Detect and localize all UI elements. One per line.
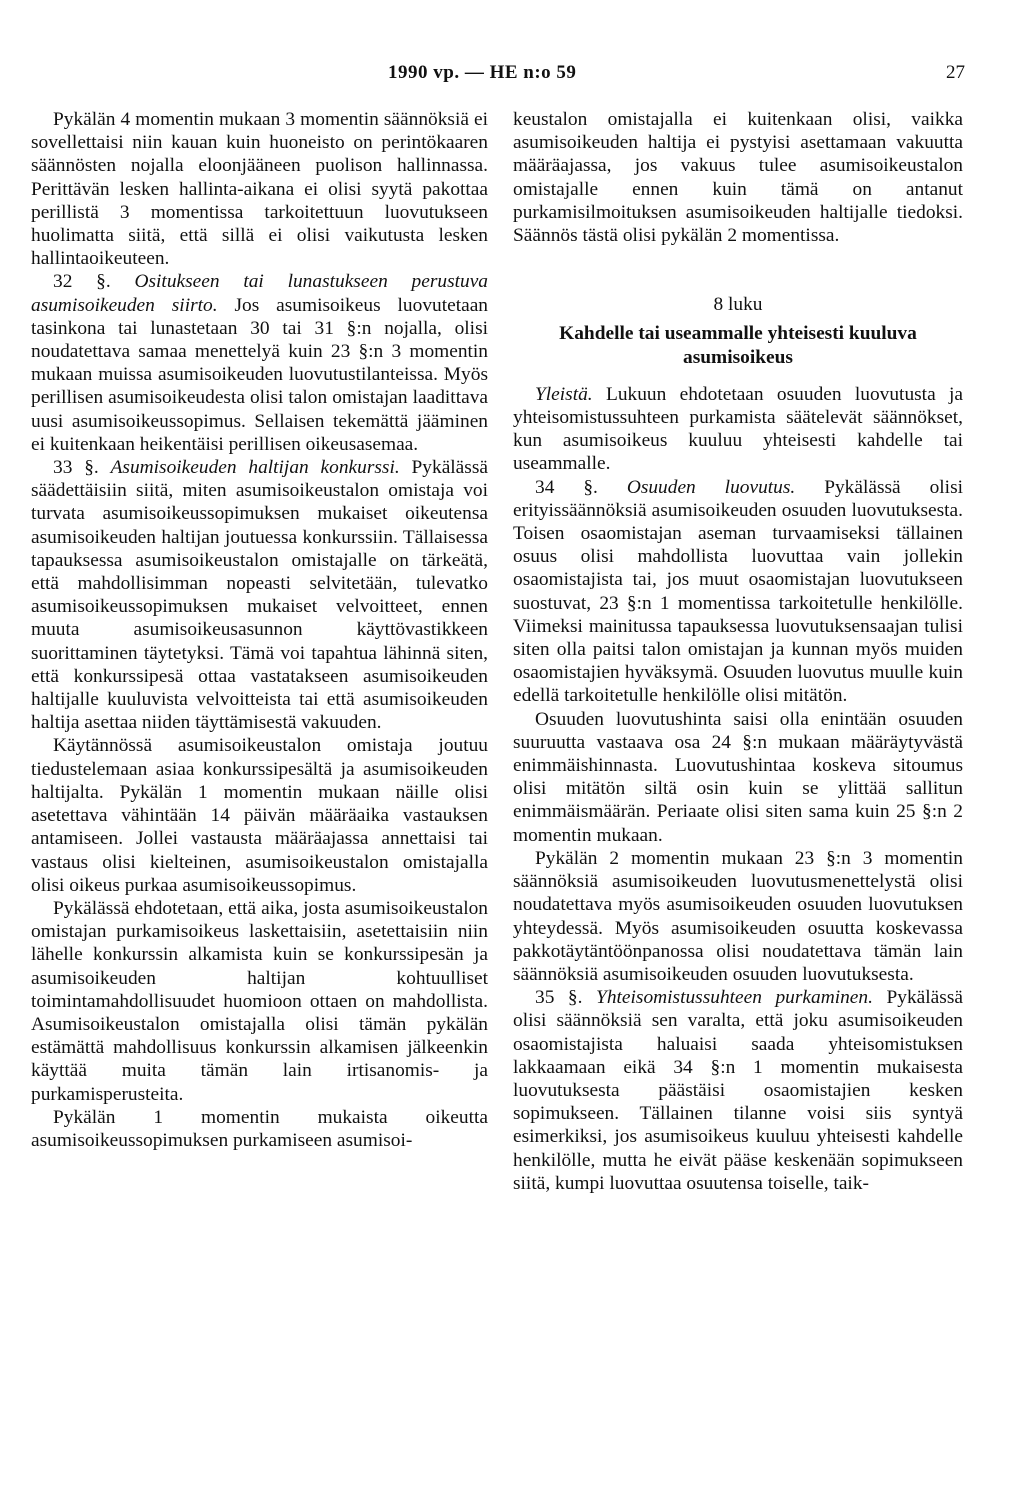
section-text: Pykälässä olisi erityissäännöksiä asumisoikeuden osuuden luovutuksesta. Toisen osaomistajan aseman turvaamiseksi tällainen osuus olisi mahdollista luovuttaa vain jollekin osaomistajista tai, jos muut osaomistajan luovutukseen suostuvat, 23 §:n 1 momentissa tarkoitetulle henkilölle. Viimeksi mainitussa tapauksessa luovutuksensaajan tulisi siten olla paitsi talon omistajan ja kunnan myös muiden osaomistajien hyväksymä. Osuuden luovutus muulle kuin edellä tarkoitetulle henkilölle olisi mitätön. — [513, 476, 963, 707]
section-number: 32 §. — [53, 271, 111, 293]
section-title: Osuuden luovutus. — [626, 476, 796, 498]
left-column — [31, 108, 488, 1152]
subsection-text: Lukuun ehdotetaan osuuden luovutusta ja yhteisomistussuhteen purkamista säätelevät säännökset, kun asumisoikeus kuuluu yhteisesti kahdelle tai useammalle. — [513, 383, 963, 475]
subsection-title: Yleistä. — [535, 383, 593, 405]
paragraph: Pykälän 4 momentin mukaan 3 momentin säännöksiä ei sovellettaisi niin kauan kuin huoneisto on perintökaaren säännösten nojalla eloonjääneen puolison hallinnassa. Perittävän lesken hallinta-aikana ei olisi syytä pakottaa perillistä 3 momentissa tarkoitettuun luovutukseen huolimatta siitä, että sillä ei olisi vaikutusta lesken hallintaoikeuteen. — [31, 109, 488, 270]
section-title: Yhteisomistussuhteen purkaminen. — [596, 987, 873, 1009]
right-column — [513, 108, 963, 1195]
chapter-number: 8 luku — [713, 294, 763, 316]
section-title: Asumisoikeuden haltijan konkurssi. — [110, 457, 400, 479]
section-text: Jos asumisoikeus luovutetaan tasinkona tai lunastetaan 30 tai 31 §:n nojalla, olisi noudatettava samaa menettelyä kuin 23 §:n 3 momentin mukaan muissa asumisoikeuden luovutustilanteissa. Myös perillisen asumisoikeudesta olisi talon omistajan laadittava uusi asumisoikeussopimus. Sellaisen tekemättä jääminen ei kuitenkaan heikentäisi perillisen oikeusasemaa. — [31, 294, 488, 455]
section-34-paragraph — [513, 476, 963, 708]
section-number: 34 §. — [535, 476, 598, 498]
general-paragraph — [513, 383, 963, 476]
section-number: 33 §. — [53, 457, 99, 479]
page-number: 27 — [946, 62, 965, 83]
section-number: 35 §. — [535, 987, 583, 1009]
running-title: 1990 vp. — HE n:o 59 — [388, 62, 577, 83]
page-header — [0, 62, 1024, 92]
paragraph: Pykälän 1 momentin mukaista oikeutta asumisoikeussopimuksen purkamiseen asumisoi- — [31, 1106, 488, 1151]
chapter-title: Kahdelle tai useammalle yhteisesti kuuluva asumisoikeus — [559, 323, 917, 368]
paragraph: Pykälän 2 momentin mukaan 23 §:n 3 momentin säännöksiä asumisoikeuden luovutusmenettelystä olisi noudatettava myös asumisoikeuden osuuden luovutuksen yhteydessä. Myös asumisoikeuden osuutta koskevassa pakkotäytäntöönpanossa olisi noudatettava tämän lain säännöksiä asumisoikeuden osuuden luovutuksesta. — [513, 847, 963, 985]
section-32-paragraph — [31, 270, 488, 456]
section-text: Pykälässä olisi säännöksiä sen varalta, että joku asumisoikeuden osaomistajista haluaisi saada yhteisomistuksen lakkaamaan eikä 34 §:n 1 momentin mukaisesta luovutuksesta päästäisi osaomistajien kesken sopimukseen. Tällainen tilanne voisi siis syntyä esimerkiksi, jos asumisoikeus kuuluu yhteisesti kahdelle henkilölle, mutta he eivät pääse keskenään sopimukseen siitä, kumpi luovuttaa osuutensa toiselle, taik- — [513, 987, 963, 1194]
section-35-paragraph — [513, 986, 963, 1195]
section-33-paragraph — [31, 456, 488, 734]
paragraph: Pykälässä ehdotetaan, että aika, josta asumisoikeustalon omistajan purkamisoikeus laskettaisiin, asetettaisiin niin lähelle konkurssin alkamista kuin se konkurssipesän ja asumisoikeuden haltijan kohtuulliset toimintamahdollisuudet huomioon ottaen on mahdollista. Asumisoikeustalon omistajalla olisi tämän pykälän estämättä mahdollisuus konkurssin alkamisen jälkeenkin käyttää muita tämän lain irtisanomis- ja purkamisperusteita. — [31, 897, 488, 1105]
paragraph: Käytännössä asumisoikeustalon omistaja joutuu tiedustelemaan asiaa konkurssipesältä ja asumisoikeuden haltijalta. Pykälän 1 momentin mukaan näille olisi asetettava vähintään 14 päivän määräaika vastauksen antamiseen. Jollei vastausta määräajassa annettaisi tai vastaus olisi kielteinen, asumisoikeustalon omistajalla olisi oikeus purkaa asumisoikeussopimus. — [31, 735, 488, 896]
paragraph: Osuuden luovutushinta saisi olla enintään osuuden suuruutta vastaava osa 24 §:n mukaan määräytyvästä enimmäishinnasta. Luovutushintaa koskeva sitoumus olisi mitätön siltä osin kuin se ylittää sallitun enimmäismäärän. Periaate olisi siten sama kuin 25 §:n 2 momentin mukaan. — [513, 708, 963, 846]
section-text: Pykälässä säädettäisiin siitä, miten asumisoikeustalon omistaja voi turvata asumisoikeussopimuksen mukaiset oikeutensa asumisoikeuden haltijan joutuessa konkurssiin. Tällaisessa tapauksessa asumisoikeustalon omistajalle on tärkeätä, että mahdollisimman nopeasti selvitetään, tulevatko asumisoikeussopimuksen mukaiset velvoitteet, ennen muuta asumisoikeusasunnon käyttövastikkeen suorittaminen täytetyksi. Tämä voi tapahtua lähinnä siten, että konkurssipesä ottaa vastatakseen asumisoikeuden haltijalle kuuluvista velvoitteista tai että asumisoikeuden haltija asettaa niiden täyttämisestä vakuuden. — [31, 457, 488, 734]
section-title: Ositukseen tai lunastukseen perustuva asumisoikeuden siirto. — [31, 271, 489, 316]
paragraph: keustalon omistajalla ei kuitenkaan olisi, vaikka asumisoikeuden haltija ei pystyisi asettamaan vakuutta määräajassa, jos vakuus tulee asumisoikeustalon omistajalle ennen kuin tämä on antanut purkamisilmoituksen asumisoikeuden haltijalle tiedoksi. Säännös tästä olisi pykälän 2 momentissa. — [513, 109, 963, 247]
